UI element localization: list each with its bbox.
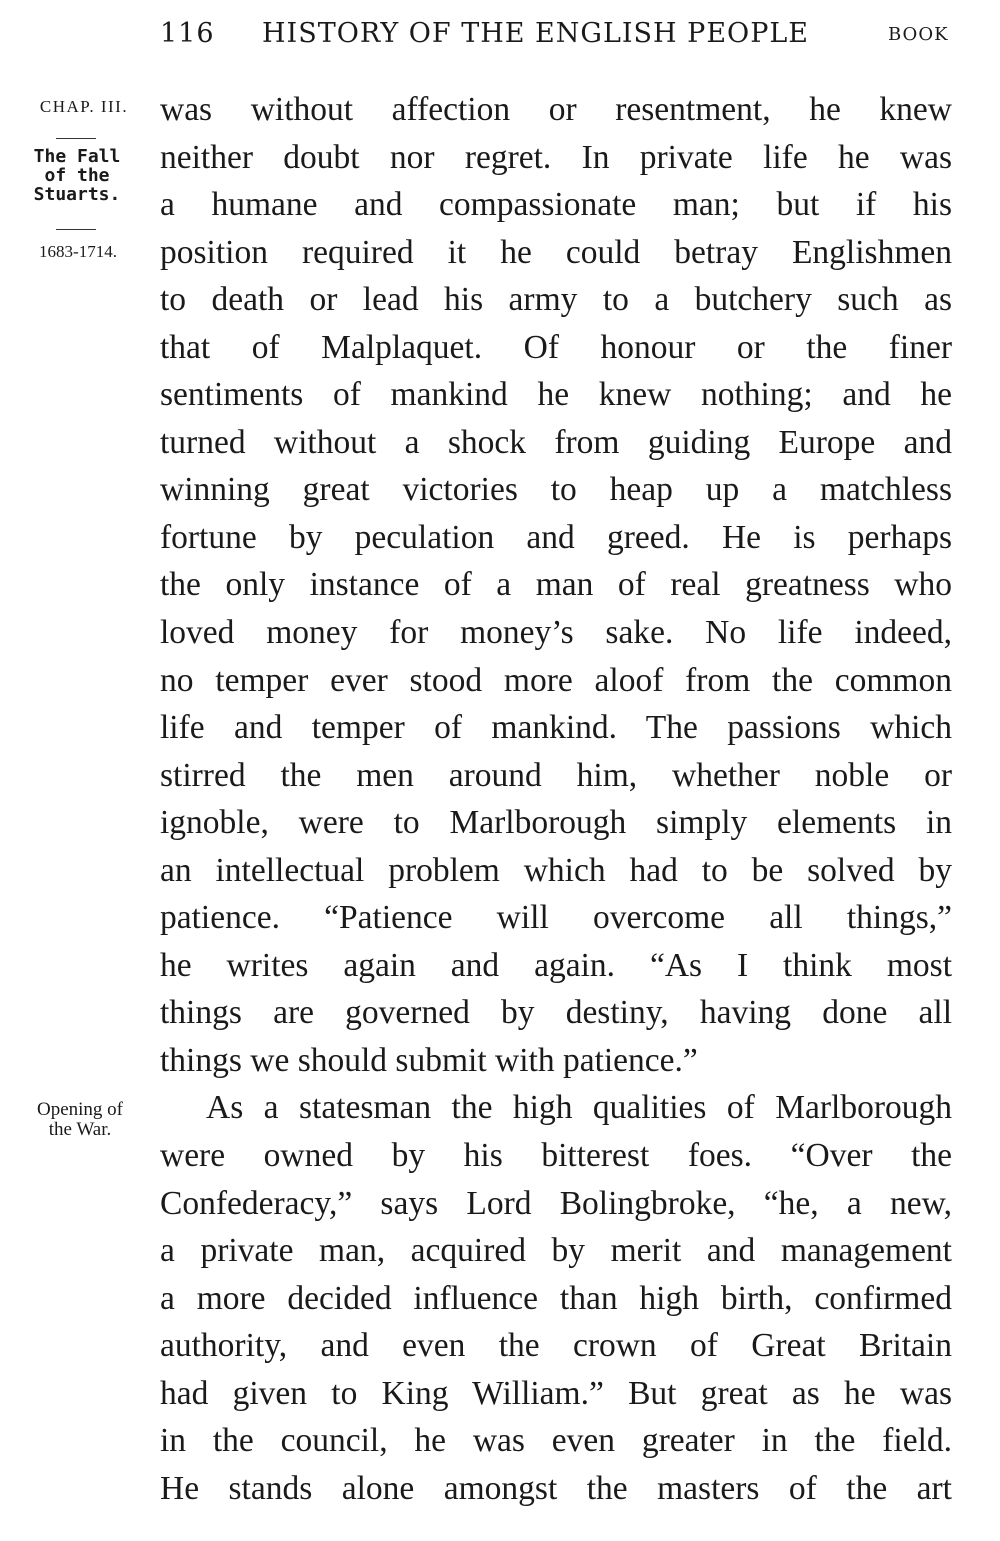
text-line: turned without a shock from guiding Europe and [160,423,952,461]
text-line: was without affection or resentment, he knew [160,91,952,128]
text-line: Confederacy,” says Lord Bolingbroke, “he, a new, [160,1184,952,1222]
text-line: position required it he could betray Englishmen [160,233,952,271]
section-title-line: of the [44,164,110,186]
text-line: winning great victories to heap up a matchless [160,471,952,509]
text-line: a humane and compassionate man; but if his [160,186,952,224]
page-number: 116 [160,18,215,49]
text-line: patience. “Patience will overcome all things,” [160,899,952,937]
text-line: As a statesman the high qualities of Marlborough [206,1089,952,1127]
side-heading-line: Opening of [36,1099,123,1120]
text-line: to death or lead his army to a butchery such as [160,281,952,319]
paragraph [160,86,952,1084]
paragraph [160,1084,952,1512]
margin-divider [56,138,96,139]
chapter-label: CHAP. III. [39,97,129,116]
text-line: sentiments of mankind he knew nothing; and he [160,376,952,414]
text-line: a more decided influence than high birth, confirmed [160,1279,952,1317]
margin-divider [56,229,96,230]
text-line: the only instance of a man of real greatness who [160,566,952,604]
page-header [0,0,1000,70]
text-line: neither doubt nor regret. In private life he was [160,138,952,176]
text-line: an intellectual problem which had to be solved by [160,851,952,889]
date-range: 1683-1714. [39,242,117,261]
text-line: that of Malplaquet. Of honour or the finer [160,328,952,366]
text-line: a private man, acquired by merit and management [160,1232,952,1270]
text-line: were owned by his bitterest foes. “Over the [160,1137,952,1175]
text-line: had given to King William.” But great as he was [160,1374,952,1412]
text-line: he writes again and again. “As I think most [160,946,952,984]
section-title [22,148,132,205]
text-line: things we should submit with patience.” [160,1041,698,1079]
side-heading [14,1100,146,1140]
section-title-line: Stuarts. [33,183,121,205]
text-line: ignoble, were to Marlborough simply elements in [160,804,952,842]
text-line: no temper ever stood more aloof from the common [160,661,952,699]
text-line: in the council, he was even greater in the field. [160,1422,952,1460]
text-line: life and temper of mankind. The passions which [160,709,952,747]
body-text [160,86,952,1512]
text-line: authority, and even the crown of Great Britain [160,1327,952,1365]
text-line: fortune by peculation and greed. He is perhaps [160,518,952,556]
running-title: HISTORY OF THE ENGLISH PEOPLE [262,18,809,49]
text-line: stirred the men around him, whether noble or [160,756,952,794]
text-line: He stands alone amongst the masters of the art [160,1469,952,1507]
text-line: loved money for money’s sake. No life indeed, [160,614,952,652]
text-line: things are governed by destiny, having done all [160,994,952,1032]
book-label: BOOK [888,24,949,45]
side-heading-line: the War. [48,1118,112,1140]
section-title-line: The Fall [33,146,121,167]
